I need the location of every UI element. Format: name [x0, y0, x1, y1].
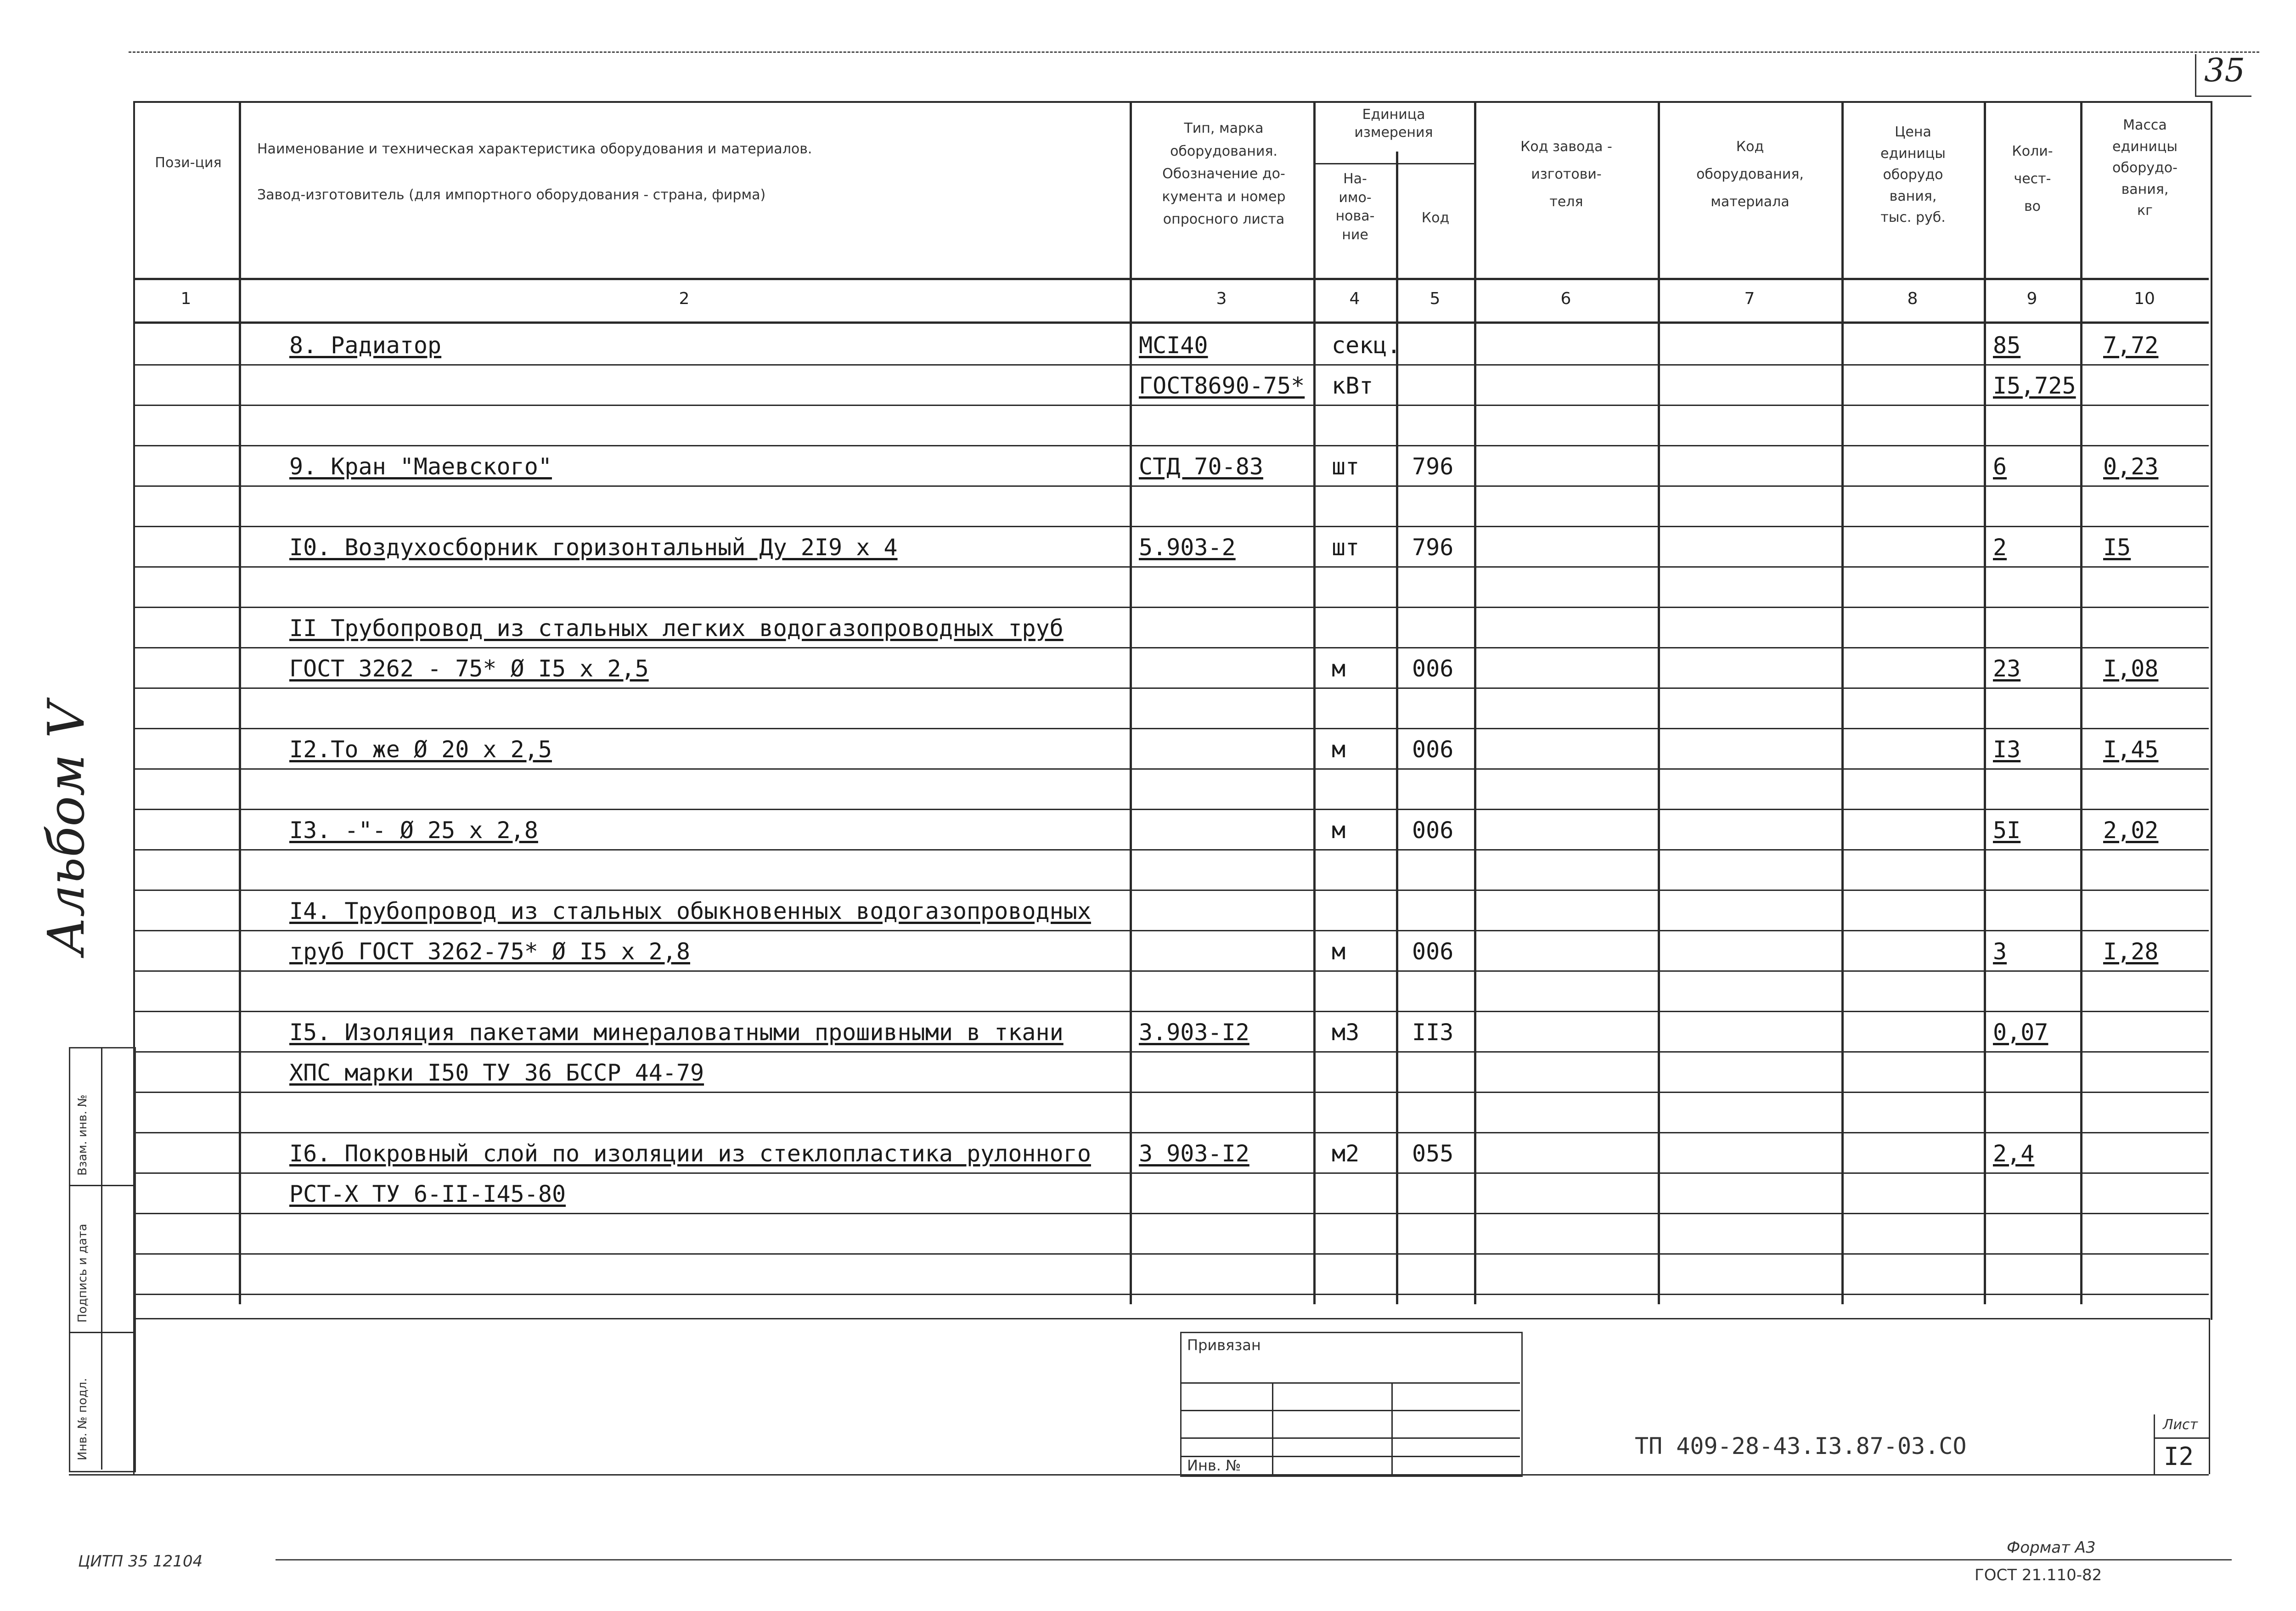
row-qty: 0,07 [1993, 1019, 2048, 1046]
header-col8 [1842, 122, 1984, 229]
title-block-line-3 [1180, 1437, 1520, 1439]
footer-left: ЦИТП 35 12104 [78, 1552, 203, 1571]
side-stamp-line-1 [69, 1185, 133, 1186]
row-name: I4. Трубопровод из стальных обыкновенных водогазопроводных [289, 898, 1091, 924]
col-divider-2 [1130, 101, 1132, 1304]
col-divider-1 [239, 101, 241, 1304]
colnum-6: 6 [1560, 289, 1571, 308]
row-divider [133, 1051, 2209, 1053]
header-col6-l3: теля [1549, 194, 1583, 210]
header-col5: Код [1421, 210, 1450, 226]
row-name: I5. Изоляция пакетами минераловатными прошивными в ткани [289, 1019, 1064, 1046]
row-code: 006 [1412, 736, 1454, 763]
row-qty: 5I [1993, 817, 2021, 844]
top-border [129, 51, 2259, 53]
row-code: 006 [1412, 938, 1454, 965]
header-col3-l1: Тип, марка [1184, 120, 1264, 136]
row-divider [133, 405, 2209, 406]
title-block-line-2 [1180, 1410, 1520, 1411]
row-code: 796 [1412, 534, 1454, 561]
row-divider [133, 930, 2209, 931]
row-unit: шт [1332, 453, 1360, 480]
row-code: 055 [1412, 1140, 1454, 1167]
side-stamp-vzam: Взам. инв. № [76, 1094, 90, 1176]
header-col3-l3: Обозначение до- [1162, 166, 1285, 182]
header-col10 [2081, 115, 2209, 222]
row-divider [133, 687, 2209, 689]
row-divider [133, 970, 2209, 972]
header-col9-l2: чест- [2014, 171, 2051, 187]
row-divider [133, 890, 2209, 891]
row-divider [133, 768, 2209, 770]
header-unit-group [1313, 106, 1474, 141]
header-col9 [1985, 138, 2080, 220]
row-code: II3 [1412, 1019, 1454, 1046]
header-col7-l2: оборудования, [1696, 166, 1804, 182]
row-qty: 85 [1993, 332, 2021, 359]
header-col9-l3: во [2024, 198, 2041, 214]
footer-line [276, 1559, 2232, 1560]
col-divider-8 [1984, 101, 1986, 1304]
row-mass: 7,72 [2103, 332, 2159, 359]
row-unit: секц. [1332, 332, 1401, 359]
colnum-3: 3 [1216, 289, 1227, 308]
row-mass: 2,02 [2103, 817, 2159, 844]
col-divider-9 [2080, 101, 2082, 1304]
row-name: 8. Радиатор [289, 332, 442, 359]
header-col3-l2: оборудования. [1170, 143, 1277, 159]
row-divider [133, 849, 2209, 851]
album-label: Альбом V [37, 701, 96, 955]
frame-left-lower [133, 1318, 135, 1474]
header-col8-l5: тыс. руб. [1880, 209, 1946, 225]
header-col2-line2: Завод-изготовитель (для импортного оборудования - страна, фирма) [257, 187, 766, 203]
row-divider [133, 445, 2209, 446]
header-col7-l1: Код [1736, 139, 1764, 155]
row-mass: I,45 [2103, 736, 2159, 763]
document-code: ТП 409-28-43.I3.87-03.СО [1635, 1433, 1967, 1459]
header-col6 [1475, 133, 1658, 216]
header-unit-group-l1: Единица [1362, 107, 1425, 123]
list-box-line [2154, 1437, 2209, 1439]
header-col10-l3: оборудо- [2112, 160, 2178, 176]
colnum-10: 10 [2134, 289, 2155, 308]
colnum-9: 9 [2026, 289, 2037, 308]
row-name: I3. -"- Ø 25 х 2,8 [289, 817, 538, 844]
row-type: 3 903-I2 [1139, 1140, 1249, 1167]
title-block-line-1 [1180, 1382, 1520, 1384]
row-type: 5.903-2 [1139, 534, 1236, 561]
header-col3 [1134, 117, 1313, 231]
row-unit: м [1332, 938, 1346, 965]
row-name: I0. Воздухосборник горизонтальный Ду 2I9 х 4 [289, 534, 898, 561]
header-col8-l1: Цена [1895, 124, 1931, 140]
frame-bottom-line [69, 1474, 2209, 1476]
row-divider [133, 728, 2209, 729]
colnum-5: 5 [1429, 289, 1441, 308]
row-divider [133, 485, 2209, 487]
table-bottom-line [133, 1318, 2209, 1319]
row-divider [133, 647, 2209, 648]
header-col6-l1: Код завода - [1520, 139, 1612, 155]
header-col10-l5: кг [2137, 203, 2153, 219]
main-frame [133, 101, 2212, 1320]
colnum-7: 7 [1744, 289, 1755, 308]
header-col3-l4: кумента и номер [1162, 188, 1286, 205]
row-name: II Трубопровод из стальных легких водогазопроводных труб [289, 615, 1064, 642]
row-mass: I,08 [2103, 655, 2159, 682]
row-name: ГОСТ 3262 - 75* Ø I5 х 2,5 [289, 655, 649, 682]
row-qty: 2 [1993, 534, 2007, 561]
colnum-1: 1 [180, 289, 191, 308]
colnum-bottom-line [133, 321, 2209, 324]
row-unit: шт [1332, 534, 1360, 561]
list-label: Лист [2163, 1417, 2198, 1433]
row-name: I6. Покровный слой по изоляции из стеклопластика рулонного [289, 1140, 1091, 1167]
row-name: I2.То же Ø 20 х 2,5 [289, 736, 552, 763]
col-divider-5 [1474, 101, 1476, 1304]
header-col10-l1: Масса [2123, 117, 2167, 133]
header-col9-l1: Коли- [2012, 143, 2053, 159]
row-divider [133, 526, 2209, 527]
row-code: 796 [1412, 453, 1454, 480]
header-col4 [1314, 170, 1396, 244]
title-block-vline-2 [1391, 1382, 1393, 1474]
side-stamp-line-2 [69, 1332, 133, 1333]
row-divider [133, 1011, 2209, 1012]
col-divider-6 [1658, 101, 1660, 1304]
col-divider-3 [1313, 101, 1316, 1304]
header-col4-l4: ние [1342, 226, 1368, 243]
list-number: I2 [2164, 1442, 2194, 1471]
row-mass: I,28 [2103, 938, 2159, 965]
row-unit: м [1332, 655, 1346, 682]
header-col4-l1: На- [1343, 171, 1367, 187]
side-stamp-divider [101, 1047, 102, 1470]
header-col8-l3: оборудо [1883, 167, 1943, 183]
header-col10-l2: единицы [2112, 138, 2178, 155]
row-divider [133, 607, 2209, 608]
colnum-8: 8 [1907, 289, 1918, 308]
row-name: РСТ-Х ТУ 6-II-I45-80 [289, 1181, 566, 1207]
sheet-number-handwritten: 35 [2204, 51, 2245, 89]
row-qty: 3 [1993, 938, 2007, 965]
colnum-4: 4 [1349, 289, 1360, 308]
header-unit-group-l2: измерения [1354, 124, 1433, 141]
row-qty: I3 [1993, 736, 2021, 763]
side-stamp-podpis: Подпись и дата [76, 1223, 90, 1323]
colnum-2: 2 [679, 289, 690, 308]
header-col6-l2: изготови- [1531, 166, 1602, 182]
footer-format: Формат А3 [2007, 1538, 2096, 1557]
row-code: 006 [1412, 655, 1454, 682]
row-qty: 2,4 [1993, 1140, 2035, 1167]
row-type: ГОСТ8690-75* [1139, 372, 1305, 399]
row-unit: м3 [1332, 1019, 1360, 1046]
row-divider [133, 1294, 2209, 1295]
row-qty: 23 [1993, 655, 2021, 682]
row-divider [133, 1172, 2209, 1174]
header-col8-l4: вания, [1889, 188, 1937, 204]
row-qty: I5,725 [1993, 372, 2076, 399]
row-type: 3.903-I2 [1139, 1019, 1249, 1046]
row-mass: I5 [2103, 534, 2131, 561]
header-col1: Пози-ция [155, 155, 222, 171]
row-code: 006 [1412, 817, 1454, 844]
inv-no-label: Инв. № [1187, 1457, 1241, 1474]
header-col2-line1: Наименование и техническая характеристика оборудования и материалов. [257, 141, 812, 157]
row-divider [133, 1092, 2209, 1093]
col-divider-7 [1841, 101, 1844, 1304]
row-type: МСI40 [1139, 332, 1208, 359]
unit-group-line [1313, 163, 1474, 164]
row-unit: м [1332, 817, 1346, 844]
title-block-vline-1 [1272, 1382, 1273, 1474]
row-qty: 6 [1993, 453, 2007, 480]
header-col7-l3: материала [1711, 194, 1790, 210]
row-name: труб ГОСТ 3262-75* Ø I5 х 2,8 [289, 938, 690, 965]
header-col4-l2: имо- [1339, 189, 1372, 206]
row-mass: 0,23 [2103, 453, 2159, 480]
row-unit: кВт [1332, 372, 1373, 399]
header-col3-l5: опросного листа [1163, 211, 1285, 227]
row-name: ХПС марки I50 ТУ 36 БССР 44-79 [289, 1059, 704, 1086]
row-divider [133, 809, 2209, 810]
side-stamp-inv-podl: Инв. № подл. [76, 1378, 90, 1460]
row-divider [133, 566, 2209, 568]
row-type: СТД 70-83 [1139, 453, 1263, 480]
header-col4-l3: нова- [1335, 208, 1375, 224]
row-unit: м2 [1332, 1140, 1360, 1167]
header-col7 [1659, 133, 1841, 216]
row-unit: м [1332, 736, 1346, 763]
footer-gost: ГОСТ 21.110-82 [1975, 1566, 2102, 1584]
header-col10-l4: вания, [2121, 181, 2169, 197]
row-name: 9. Кран "Маевского" [289, 453, 552, 480]
row-divider [133, 1253, 2209, 1255]
privyazan-label: Привязан [1187, 1336, 1261, 1354]
header-bottom-line [133, 278, 2209, 280]
row-divider [133, 364, 2209, 366]
row-divider [133, 1132, 2209, 1133]
row-divider [133, 1213, 2209, 1214]
header-col8-l2: единицы [1880, 145, 1946, 162]
